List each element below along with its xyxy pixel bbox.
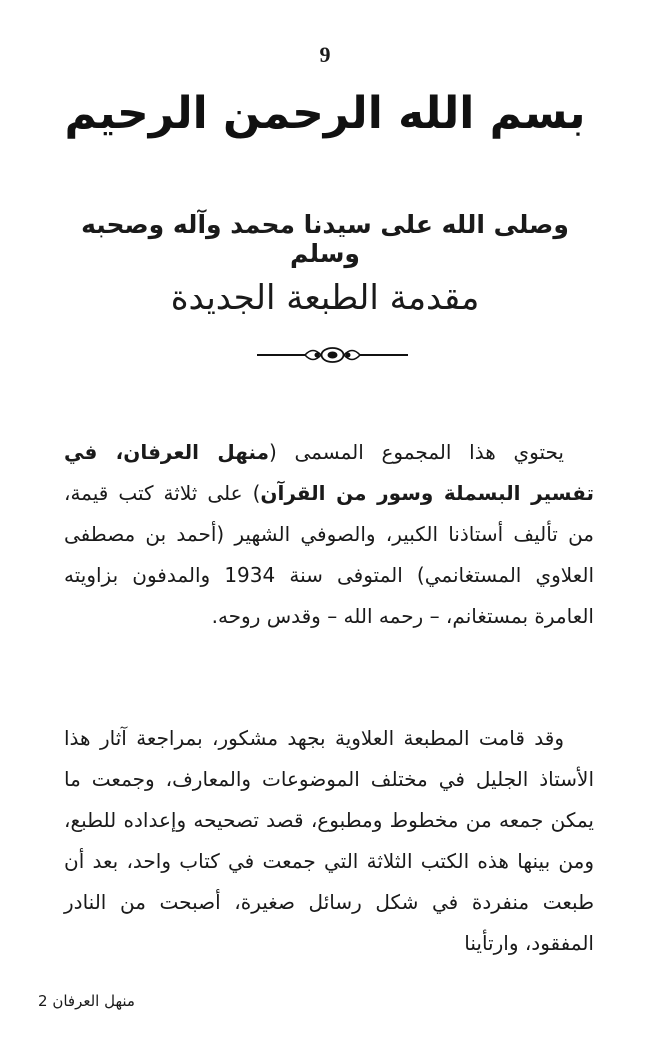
paragraph-second: وقد قامت المطبعة العلاوية بجهد مشكور، بمراجعة آثار هذا الأستاذ الجليل في مختلف الموضوعات والمعارف، وجمعت ما يمكن جمعه من مخطوط ومطبوع، قصد تصحيحه وإعداده للطبع، ومن بينها هذه الكتب الثلاثة التي جمعت في كتاب واحد، بعد أن طبعت منفردة في شكل رسائل صغيرة، أصبحت من النادر المفقود، وارتأينا	[64, 726, 594, 955]
footer-title: منهل العرفان	[52, 992, 135, 1010]
footer-number: 2	[38, 992, 48, 1010]
paragraph-intro	[64, 432, 594, 637]
page-footer	[38, 992, 135, 1010]
section-heading: مقدمة الطبعة الجديدة	[170, 278, 480, 318]
ornament-divider-icon	[255, 340, 410, 370]
basmala-calligraphy: بسم الله الرحمن الرحيم	[64, 88, 586, 139]
page-number: 9	[319, 42, 331, 67]
book-title-bold: منهل العرفان، في تفسير البسملة وسور من القرآن	[64, 440, 594, 505]
para1-intro: يحتوي هذا المجموع المسمى (	[268, 440, 564, 464]
salawat-line: وصلى الله على سيدنا محمد وآله وصحبه وسلم	[81, 210, 569, 268]
para1-rest: ) على ثلاثة كتب قيمة، من تأليف أستاذنا الكبير، والصوفي الشهير (أحمد بن مصطفى العلاوي المستغانمي) المتوفى سنة 1934 والمدفون بزاويته العامرة بمستغانم، – رحمه الله – وقدس روحه.	[64, 481, 594, 628]
